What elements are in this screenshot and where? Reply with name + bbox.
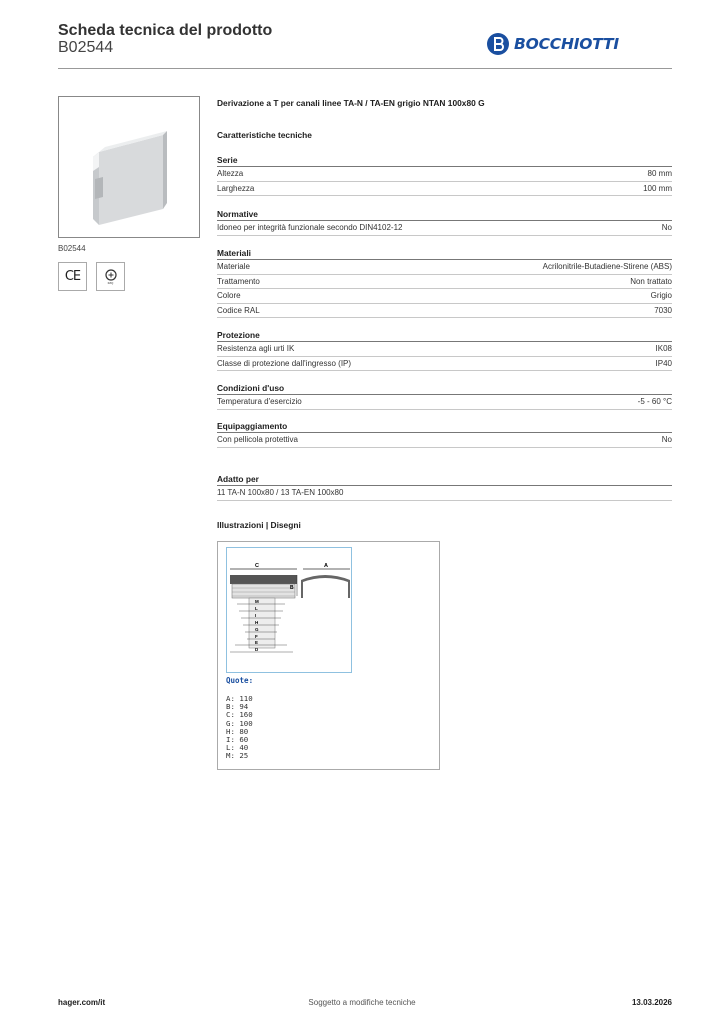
drawing-panel [217,541,440,770]
list-item: L: 40 [226,743,249,753]
imq-label: IMQ [107,280,114,285]
table-row: Colore Grigio [217,289,672,304]
dim-c-label: C [255,563,259,569]
svg-text:I: I [255,613,257,618]
table-row: Resistenza agli urti IK IK08 [217,342,672,357]
table-row: Altezza 80 mm [217,167,672,182]
dim-b-label: B [290,585,294,591]
product-title: Derivazione a T per canali linee TA-N / TA-EN grigio NTAN 100x80 G [217,98,485,108]
group-title: Condizioni d'uso [217,383,672,395]
header-divider [58,68,672,69]
footer-date: 13.03.2026 [631,998,672,1007]
illustrations-title: Illustrazioni | Disegni [217,520,301,530]
table-row: Larghezza 100 mm [217,182,672,197]
list-item: B: 94 [226,702,249,712]
cable-tee-illustration [59,97,199,237]
dimension-drawing [227,548,350,671]
technical-drawing[interactable] [226,547,352,673]
ce-label: CE [64,269,81,284]
group-materiali [217,248,672,318]
group-title: Equipaggiamento [217,421,672,433]
list-item: H: 80 [226,726,249,736]
imq-mark [96,262,125,291]
group-title: Materiali [217,248,672,260]
ce-mark [58,262,87,291]
group-adatto-per [217,474,672,501]
table-row: Con pellicola protettiva No [217,433,672,448]
spec-sheet [217,98,672,497]
product-code: B02544 [58,39,114,56]
quote-label: Quote: [226,676,254,685]
bocchiotti-logo-icon [486,32,510,56]
quote-list [226,695,253,761]
table-row: Codice RAL 7030 [217,304,672,319]
svg-text:L: L [255,606,258,611]
group-title: Serie [217,155,672,167]
product-image [58,96,200,238]
group-protezione [217,330,672,371]
table-row: Materiale Acrilonitrile-Butadiene-Stirene (ABS) [217,260,672,275]
brand-logo[interactable] [486,30,619,58]
group-serie [217,155,672,196]
group-title: Protezione [217,330,672,342]
list-item: G: 100 [226,718,253,728]
table-row: 11 TA-N 100x80 / 13 TA-EN 100x80 [217,486,672,501]
svg-text:M: M [255,599,259,604]
group-condizioni [217,383,672,410]
group-title: Adatto per [217,474,672,486]
section-heading: Caratteristiche tecniche [217,130,312,140]
table-row: Trattamento Non trattato [217,275,672,290]
footer-link[interactable]: hager.com/it [58,998,106,1007]
page-title: Scheda tecnica del prodotto [58,22,273,39]
list-item: M: 25 [226,751,249,761]
table-row: Idoneo per integrità funzionale secondo DIN4102-12 No [217,221,672,236]
footer-note: Soggetto a modifiche tecniche [308,998,416,1007]
svg-text:H: H [255,620,259,625]
brand-name: BOCCHIOTTI [514,35,619,53]
group-title: Normative [217,209,672,221]
table-row: Classe di protezione dall'ingresso (IP) IP40 [217,357,672,372]
svg-text:D: D [255,647,259,652]
svg-text:E: E [255,640,259,645]
list-item: I: 60 [226,735,249,745]
svg-text:G: G [255,627,259,632]
image-caption: B02544 [58,244,86,253]
imq-badge-icon [105,269,117,281]
svg-text:F: F [255,634,258,639]
group-normative [217,209,672,236]
dim-a-label: A [324,563,328,569]
table-row: Temperatura d'esercizio -5 - 60 °C [217,395,672,410]
list-item: C: 160 [226,710,253,720]
list-item: A: 110 [226,694,253,703]
group-equipaggiamento [217,421,672,448]
